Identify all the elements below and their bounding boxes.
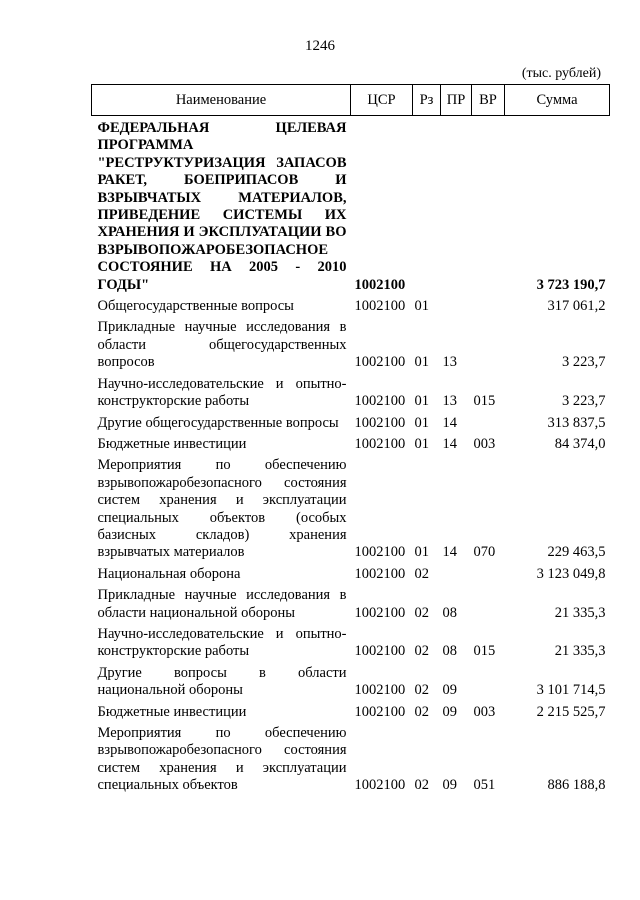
row-name: ФЕДЕРАЛЬНАЯ ЦЕЛЕВАЯ ПРОГРАММА "РЕСТРУКТУРИЗАЦИЯ ЗАПАСОВ РАКЕТ, БОЕПРИПАСОВ И ВЗРЫВЧАТЫХ МАТЕРИАЛОВ, ПРИВЕДЕНИЕ СИСТЕМЫ ИХ ХРАНЕНИЯ И ЭКСПЛУАТАЦИИ ВО ВЗРЫВОПОЖАРОБЕЗОПАСНОЕ СОСТОЯНИЕ НА 2005 - 2010 ГОДЫ" [97,120,347,293]
table-row [92,116,610,295]
row-sum: 886 188,8 [547,777,606,794]
page-number: 1246 [305,38,335,54]
row-pr: 09 [442,777,457,794]
row-pr [441,562,472,583]
row-pr: 08 [442,643,457,660]
row-vr: 051 [473,777,496,794]
table-row [92,294,610,315]
row-sum: 2 215 525,7 [536,703,606,720]
table-row [92,432,610,453]
table-row [92,622,610,661]
table-header-row [92,85,610,116]
row-sum: 317 061,2 [547,298,606,315]
row-rz: 02 [414,703,429,720]
row-vr [472,583,505,622]
row-csr: 1002100 [354,435,406,452]
table-row [92,700,610,721]
row-name: Бюджетные инвестиции [97,703,247,720]
header-rz: Рз [413,85,441,116]
row-vr [472,294,505,315]
row-vr: 015 [473,393,496,410]
table-row [92,562,610,583]
row-csr: 1002100 [354,354,406,371]
row-vr: 003 [473,703,496,720]
row-csr: 1002100 [354,544,406,561]
header-name: Наименование [92,85,351,116]
row-csr: 1002100 [354,298,406,315]
row-rz: 02 [414,565,429,582]
row-csr: 1002100 [354,682,406,699]
row-rz: 01 [414,544,429,561]
row-rz: 01 [414,393,429,410]
header-vr: ВР [472,85,505,116]
header-sum: Сумма [505,85,610,116]
row-rz: 02 [414,604,429,621]
table-body [92,116,610,795]
table-row [92,372,610,411]
table-row [92,453,610,561]
row-vr: 003 [473,435,496,452]
row-csr: 1002100 [354,703,406,720]
row-rz: 02 [414,682,429,699]
table-row [92,661,610,700]
table-row [92,583,610,622]
row-sum: 21 335,3 [554,604,606,621]
row-name: Национальная оборона [97,565,241,582]
row-vr: 015 [473,643,496,660]
header-csr: ЦСР [351,85,413,116]
row-csr: 1002100 [354,604,406,621]
row-pr: 14 [442,435,457,452]
row-sum: 84 374,0 [554,435,606,452]
row-sum: 3 223,7 [562,393,606,410]
row-sum: 21 335,3 [554,643,606,660]
row-vr [472,661,505,700]
row-vr [472,315,505,371]
row-sum: 3 723 190,7 [536,276,606,293]
row-vr [472,116,505,295]
table-row [92,411,610,432]
row-pr [441,294,472,315]
row-name: Научно-исследовательские и опытно-конструкторские работы [97,375,347,410]
row-rz: 01 [414,298,429,315]
row-name: Мероприятия по обеспечению взрывопожаробезопасного состояния систем хранения и эксплуатации специальных объектов (особых базисных складов) хранения взрывчатых материалов [97,457,347,561]
row-vr [472,411,505,432]
row-vr [472,562,505,583]
row-pr: 13 [442,354,457,371]
row-sum: 229 463,5 [547,544,606,561]
row-rz: 01 [414,354,429,371]
row-rz: 02 [414,777,429,794]
row-name: Другие вопросы в области национальной обороны [97,664,347,699]
row-name: Бюджетные инвестиции [97,435,247,452]
row-pr [441,116,472,295]
row-pr: 14 [442,544,457,561]
row-sum: 3 101 714,5 [536,682,606,699]
row-name: Прикладные научные исследования в области общегосударственных вопросов [97,319,347,371]
table-row [92,721,610,795]
row-name: Другие общегосударственные вопросы [97,414,339,431]
row-pr: 09 [442,703,457,720]
row-name: Прикладные научные исследования в области национальной обороны [97,587,347,621]
row-pr: 09 [442,682,457,699]
row-pr: 14 [442,414,457,431]
table-row [92,315,610,371]
row-pr: 08 [442,604,457,621]
row-csr: 1002100 [354,777,406,794]
row-csr: 1002100 [354,276,406,293]
row-rz: 01 [414,435,429,452]
row-rz [413,116,441,295]
row-pr: 13 [442,393,457,410]
row-sum: 3 123 049,8 [536,565,606,582]
row-name: Научно-исследовательские и опытно-конструкторские работы [97,625,347,660]
row-csr: 1002100 [354,643,406,660]
budget-table [91,84,610,795]
units-label: (тыс. рублей) [521,66,601,81]
row-csr: 1002100 [354,414,406,431]
row-csr: 1002100 [354,393,406,410]
row-csr: 1002100 [354,565,406,582]
row-name: Общегосударственные вопросы [97,298,294,315]
row-sum: 3 223,7 [562,354,606,371]
row-rz: 01 [414,414,429,431]
row-vr: 070 [473,544,496,561]
row-sum: 313 837,5 [547,414,606,431]
row-rz: 02 [414,643,429,660]
row-name: Мероприятия по обеспечению взрывопожаробезопасного состояния систем хранения и эксплуатации специальных объектов [97,725,347,794]
header-pr: ПР [441,85,472,116]
